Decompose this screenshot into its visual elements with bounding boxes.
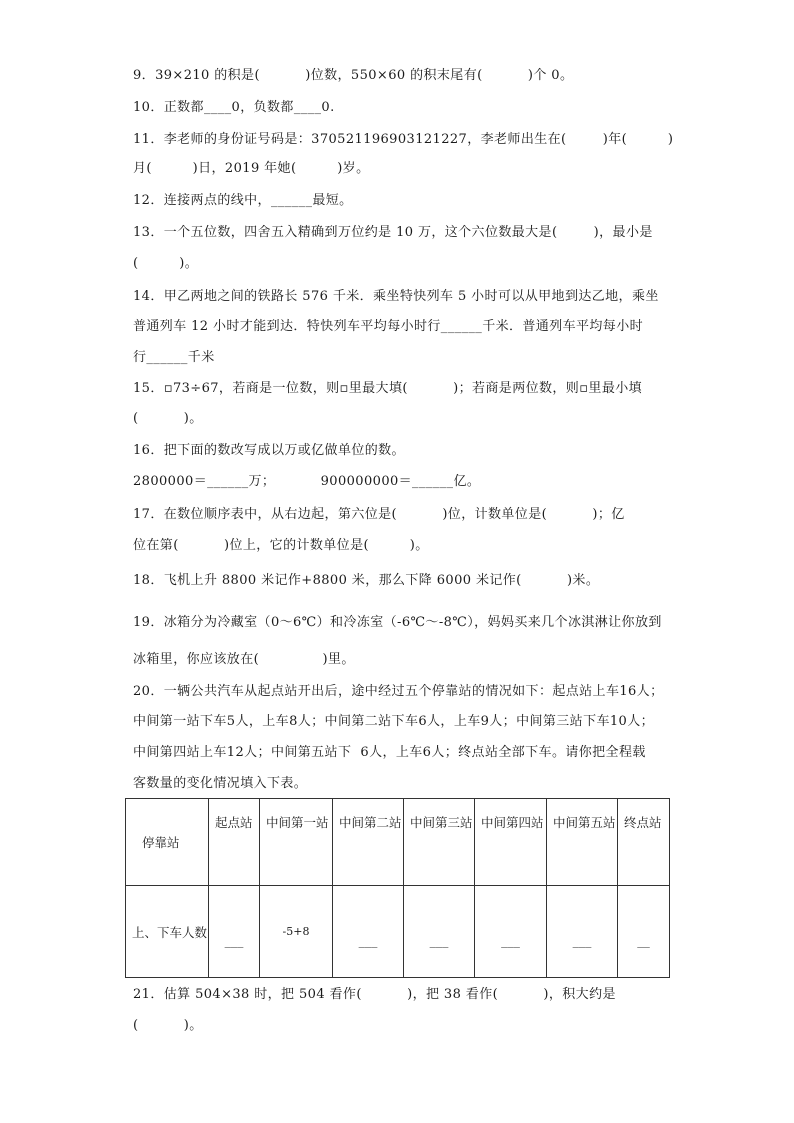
question-13-line2: ( )。 — [133, 256, 199, 271]
question-11-line1: 11．李老师的身份证号码是：370521196903121227，李老师出生在( )年( ) — [133, 132, 674, 147]
question-16-line2: 2800000＝______万； 900000000＝______亿。 — [133, 474, 481, 489]
question-19-line1: 19．冰箱分为冷藏室（0～6℃）和冷冻室（-6℃～-8℃），妈妈买来几个冰淇淋让你放到 — [133, 615, 662, 630]
question-17-line1: 17．在数位顺序表中，从右边起，第六位是( )位，计数单位是( )；亿 — [133, 507, 625, 522]
table-header-cell: 中间第四站 — [475, 799, 547, 886]
table-answer-cell[interactable]: __ — [618, 886, 670, 978]
question-12: 12．连接两点的线中，______最短。 — [133, 193, 353, 208]
question-21-line1: 21．估算 504×38 时，把 504 看作( )，把 38 看作( )，积大约是 — [133, 987, 616, 1002]
question-15-line1: 15．▫73÷67，若商是一位数，则▫里最大填( )；若商是两位数，则▫里最小填 — [133, 381, 643, 396]
table-header-cell: 中间第三站 — [404, 799, 475, 886]
question-20-line3: 中间第四站上车12人；中间第五站下 6人，上车6人；终点站全部下车。请你把全程载 — [133, 745, 646, 760]
question-20-line2: 中间第一站下车5人，上车8人；中间第二站下车6人，上车9人；中间第三站下车10人； — [133, 714, 655, 729]
question-9: 9．39×210 的积是( )位数，550×60 的积末尾有( )个 0。 — [133, 68, 574, 83]
question-15-line2: ( )。 — [133, 411, 203, 426]
table-answer-cell[interactable]: ___ — [404, 886, 475, 978]
question-19-line2: 冰箱里，你应该放在( )里。 — [133, 652, 355, 667]
table-header-row — [126, 799, 670, 886]
question-17-line2: 位在第( )位上，它的计数单位是( )。 — [133, 538, 429, 553]
question-20-line4: 客数量的变化情况填入下表。 — [133, 776, 308, 791]
question-18: 18．飞机上升 8800 米记作+8800 米，那么下降 6000 米记作( )米。 — [133, 573, 600, 588]
table-answer-cell[interactable]: ___ — [547, 886, 618, 978]
question-20-line1: 20．一辆公共汽车从起点站开出后，途中经过五个停靠站的情况如下：起点站上车16人； — [133, 684, 664, 699]
table-header-cell: 中间第二站 — [333, 799, 404, 886]
question-21-line2: ( )。 — [133, 1018, 203, 1033]
table-header-cell: 中间第一站 — [260, 799, 333, 886]
question-14-line3: 行______千米 — [133, 350, 215, 365]
table-header-cell: 终点站 — [618, 799, 670, 886]
bus-stops-table — [125, 798, 670, 978]
table-answer-cell[interactable]: ___ — [333, 886, 404, 978]
question-10: 10．正数都____0，负数都____0. — [133, 100, 335, 115]
table-answer-cell: -5+8 — [260, 886, 333, 978]
table-header-cell: 中间第五站 — [547, 799, 618, 886]
question-16-line1: 16．把下面的数改写成以万或亿做单位的数。 — [133, 443, 405, 458]
table-header-cell: 起点站 — [209, 799, 260, 886]
table-answer-cell[interactable]: ___ — [209, 886, 260, 978]
table-row-label: 上、下车人数 — [126, 886, 209, 978]
table-answer-cell[interactable]: ___ — [475, 886, 547, 978]
question-14-line1: 14．甲乙两地之间的铁路长 576 千米．乘坐特快列车 5 小时可以从甲地到达乙地，乘坐 — [133, 289, 659, 304]
question-13-line1: 13．一个五位数，四舍五入精确到万位约是 10 万，这个六位数最大是( )，最小是 — [133, 225, 653, 240]
table-row — [126, 886, 670, 978]
table-header-label: 停靠站 — [126, 799, 209, 886]
question-11-line2: 月( )日，2019 年她( )岁。 — [133, 161, 370, 176]
question-14-line2: 普通列车 12 小时才能到达．特快列车平均每小时行______千米．普通列车平均每小时 — [133, 319, 644, 334]
